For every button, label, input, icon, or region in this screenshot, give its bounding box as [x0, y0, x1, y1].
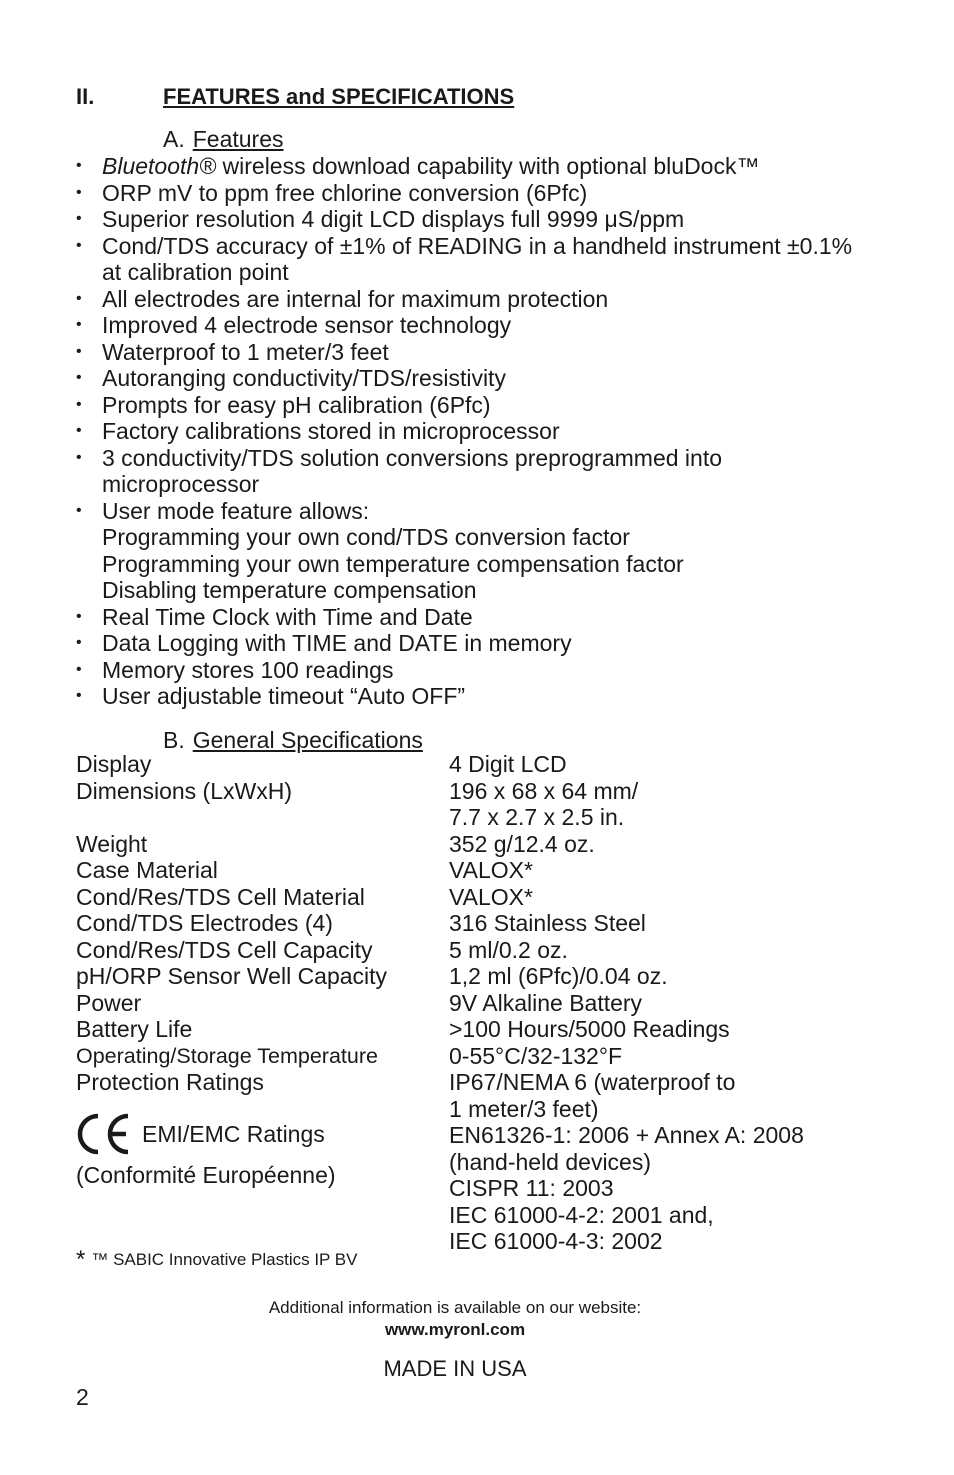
spec-row-cell-material — [76, 884, 876, 911]
spec-label: Weight — [76, 830, 148, 857]
specs-heading-text: General Specifications — [192, 727, 423, 753]
spec-value: 1 meter/3 feet) — [449, 1095, 599, 1122]
emi-value: (hand-held devices) — [449, 1148, 652, 1175]
spec-value: VALOX* — [449, 883, 533, 910]
feature-item: • Waterproof to 1 meter/3 feet — [76, 339, 876, 366]
emi-values — [449, 1122, 804, 1255]
spec-table — [76, 751, 876, 1122]
spec-value: 7.7 x 2.7 x 2.5 in. — [449, 804, 625, 830]
emi-value: CISPR 11: 2003 — [449, 1175, 614, 1201]
emi-label-block — [76, 1112, 325, 1156]
footnote — [76, 1244, 357, 1272]
spec-value: 5 ml/0.2 oz. — [449, 936, 568, 963]
features-letter: A. — [163, 126, 185, 152]
footnote-star: * — [76, 1246, 86, 1273]
feature-item: • ORP mV to ppm free chlorine conversion (6Pfc) — [76, 180, 876, 207]
spec-label: Protection Ratings — [76, 1069, 264, 1095]
emi-label-row — [76, 1112, 325, 1156]
spec-label-empty — [76, 804, 449, 831]
spec-row-dimensions — [76, 778, 876, 805]
spec-label: Dimensions (LxWxH) — [76, 777, 292, 804]
spec-value: VALOX* — [449, 857, 533, 883]
specs-letter: B. — [163, 727, 185, 753]
emi-label: EMI/EMC Ratings — [142, 1120, 325, 1147]
feature-bluetooth-italic: Bluetooth® — [102, 153, 217, 179]
spec-row-case-material — [76, 857, 876, 884]
feature-item: • 3 conductivity/TDS solution conversions preprogrammed into microprocessor — [76, 445, 876, 498]
features-list — [76, 153, 876, 710]
features-heading-text: Features — [192, 126, 284, 152]
spec-label: Display — [76, 751, 152, 777]
website-link[interactable]: www.myronl.com — [384, 1320, 526, 1339]
spec-row-sensor-well — [76, 963, 876, 990]
emi-value: EN61326-1: 2006 + Annex A: 2008 — [449, 1122, 804, 1148]
emi-sub-label: (Conformité Européenne) — [76, 1162, 336, 1188]
feature-item: • Superior resolution 4 digit LCD displays full 9999 μS/ppm — [76, 206, 876, 233]
feature-item: • User adjustable timeout “Auto OFF” — [76, 683, 876, 710]
spec-value: IP67/NEMA 6 (waterproof to — [449, 1069, 736, 1095]
spec-label: Cond/TDS Electrodes (4) — [76, 910, 333, 936]
feature-item: • Improved 4 electrode sensor technology — [76, 312, 876, 339]
user-mode-title: • User mode feature allows: — [102, 497, 370, 524]
spec-row-electrodes — [76, 910, 876, 937]
spec-label: Cond/Res/TDS Cell Capacity — [76, 936, 373, 963]
feature-item — [76, 153, 876, 180]
specs-heading — [163, 727, 423, 754]
section-number: II. — [76, 84, 95, 109]
spec-value: >100 Hours/5000 Readings — [449, 1016, 730, 1042]
feature-item: • Prompts for easy pH calibration (6Pfc) — [76, 392, 876, 419]
spec-value: 316 Stainless Steel — [449, 910, 646, 936]
spec-row-temperature — [76, 1043, 876, 1070]
feature-item: • All electrodes are internal for maximum protection — [76, 286, 876, 313]
spec-label: pH/ORP Sensor Well Capacity — [76, 963, 388, 989]
feature-item: • Data Logging with TIME and DATE in memory — [76, 630, 876, 657]
spec-value: 1,2 ml (6Pfc)/0.04 oz. — [449, 963, 668, 989]
spec-value: 0-55°C/32-132°F — [449, 1042, 623, 1069]
spec-row-weight — [76, 831, 876, 858]
feature-item: • Cond/TDS accuracy of ±1% of READING in a handheld instrument ±0.1% at calibration point — [76, 233, 876, 286]
spec-label: Operating/Storage Temperature — [76, 1043, 378, 1068]
spec-row-protection — [76, 1069, 876, 1096]
spec-value: 9V Alkaline Battery — [449, 989, 643, 1016]
feature-item-user-mode — [76, 498, 876, 604]
spec-value: 4 Digit LCD — [449, 751, 567, 777]
features-heading — [163, 126, 284, 153]
user-mode-line: Disabling temperature compensation — [102, 577, 477, 603]
feature-item: • Real Time Clock with Time and Date — [76, 604, 876, 631]
feature-item: • Factory calibrations stored in microprocessor — [76, 418, 876, 445]
feature-item: • Memory stores 100 readings — [76, 657, 876, 684]
spec-row-display — [76, 751, 876, 778]
spec-label: Cond/Res/TDS Cell Material — [76, 883, 365, 910]
spec-row-battery-life — [76, 1016, 876, 1043]
spec-row-dimensions-cont — [76, 804, 876, 831]
emi-value: IEC 61000-4-2: 2001 and, — [449, 1201, 714, 1228]
feature-bluetooth-rest: wireless download capability with optional bluDock™ — [216, 153, 760, 179]
feature-item: • Autoranging conductivity/TDS/resistivity — [76, 365, 876, 392]
spec-value: 196 x 68 x 64 mm/ — [449, 777, 639, 804]
spec-row-cell-capacity — [76, 937, 876, 964]
user-mode-line: Programming your own cond/TDS conversion factor — [102, 524, 630, 550]
spec-label: Battery Life — [76, 1016, 193, 1042]
spec-value: 352 g/12.4 oz. — [449, 830, 595, 857]
section-title: FEATURES and SPECIFICATIONS — [163, 84, 515, 109]
spec-label: Case Material — [76, 857, 218, 883]
made-in-label: MADE IN USA — [383, 1356, 527, 1381]
ce-mark-icon — [76, 1112, 132, 1156]
user-mode-line: Programming your own temperature compensation factor — [102, 550, 684, 577]
spec-row-power — [76, 990, 876, 1017]
info-text: Additional information is available on our website: — [268, 1298, 642, 1317]
page-number: 2 — [76, 1384, 89, 1410]
footnote-text: ™ SABIC Innovative Plastics IP BV — [91, 1250, 358, 1269]
emi-value: IEC 61000-4-3: 2002 — [449, 1228, 663, 1254]
spec-label: Power — [76, 989, 142, 1016]
